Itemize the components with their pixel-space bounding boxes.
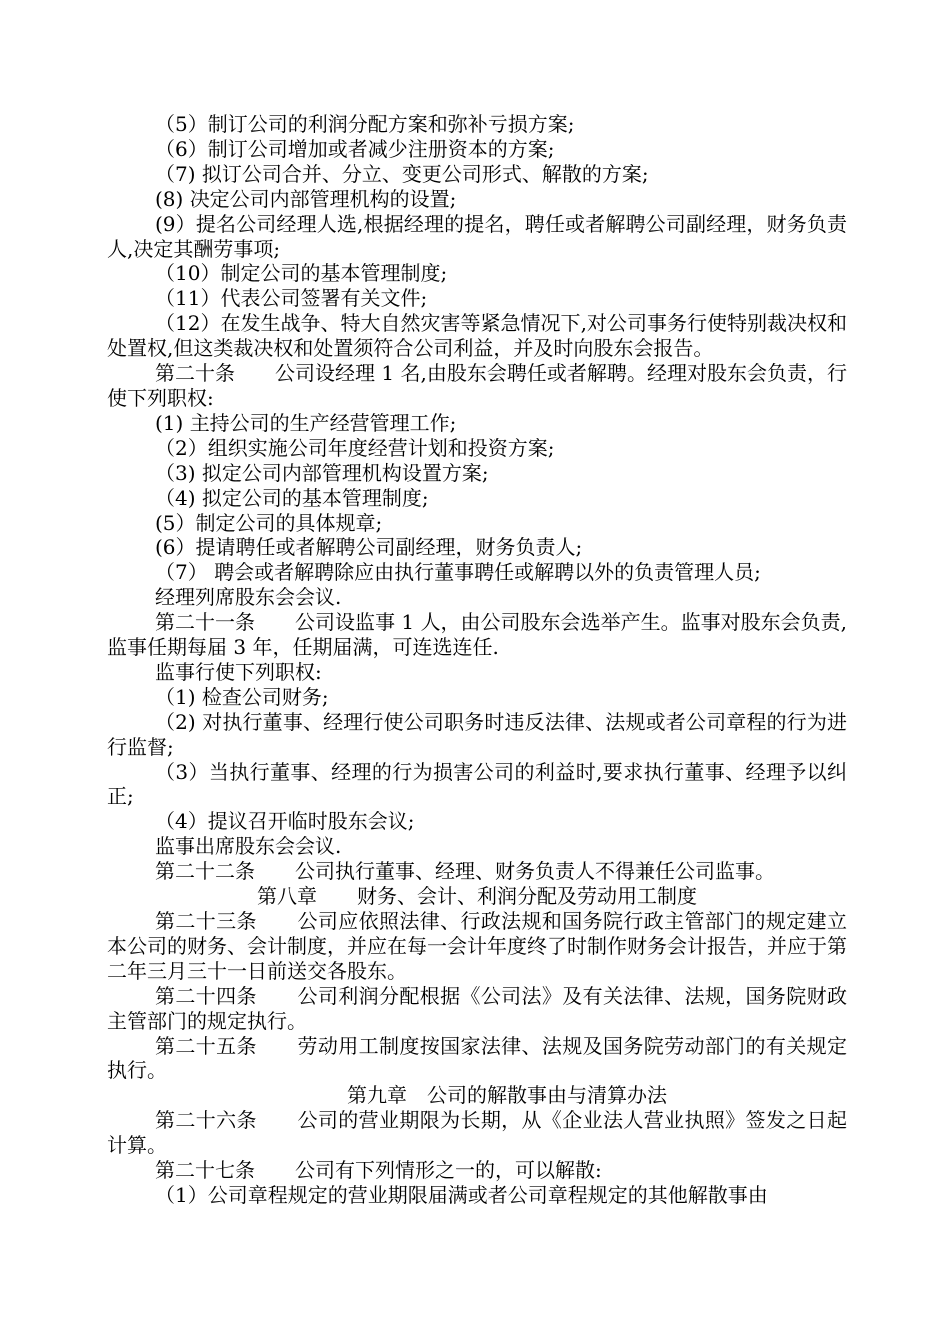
document-page <box>107 112 847 1208</box>
paragraph: （3) 拟定公司内部管理机构设置方案; <box>155 460 489 485</box>
paragraph: (6）提请聘任或者解聘公司副经理，财务负责人; <box>155 535 583 560</box>
paragraph: （12）在发生战争、特大自然灾害等紧急情况下,对公司事务行使特别裁决权和处置权,但这类裁决权和处置须符合公司利益，并及时向股东会报告。 <box>107 311 847 361</box>
paragraph: (1) 主持公司的生产经营管理工作; <box>155 410 457 435</box>
article-paragraph: 第二十一条 公司设监事 1 人，由公司股东会选举产生。监事对股东会负责,监事任期每届 3 年，任期届满，可连选连任. <box>107 610 847 660</box>
article-paragraph: 第二十七条 公司有下列情形之一的，可以解散: <box>155 1158 602 1183</box>
paragraph: (5）制定公司的具体规章; <box>155 510 383 535</box>
paragraph: （1）公司章程规定的营业期限届满或者公司章程规定的其他解散事由 <box>155 1182 768 1207</box>
paragraph: 监事行使下列职权: <box>155 659 322 684</box>
paragraph: （3）当执行董事、经理的行为损害公司的利益时,要求执行董事、经理予以纠正; <box>107 759 847 809</box>
paragraph: （7） 聘会或者解聘除应由执行董事聘任或解聘以外的负责管理人员; <box>155 560 761 585</box>
paragraph: (9）提名公司经理人选,根据经理的提名，聘任或者解聘公司副经理，财务负责人,决定其酬劳事项; <box>107 211 847 261</box>
paragraph: （6）制订公司增加或者减少注册资本的方案; <box>155 136 555 161</box>
paragraph: （11）代表公司签署有关文件; <box>155 286 428 311</box>
paragraph: （10）制定公司的基本管理制度; <box>155 261 448 286</box>
chapter-heading: 第八章 财务、会计、利润分配及劳动用工制度 <box>257 884 697 909</box>
paragraph: (8) 决定公司内部管理机构的设置; <box>155 186 457 211</box>
chapter-heading: 第九章 公司的解散事由与清算办法 <box>287 1083 667 1108</box>
paragraph: 经理列席股东会会议. <box>155 585 342 610</box>
article-paragraph: 第二十六条 公司的营业期限为长期，从《企业法人营业执照》签发之日起计算。 <box>107 1108 847 1158</box>
article-paragraph: 第二十四条 公司利润分配根据《公司法》及有关法律、法规，国务院财政主管部门的规定执行。 <box>107 983 847 1033</box>
paragraph: （2）组织实施公司年度经营计划和投资方案; <box>155 435 555 460</box>
paragraph: （1) 检查公司财务; <box>155 684 329 709</box>
article-paragraph: 第二十二条 公司执行董事、经理、财务负责人不得兼任公司监事。 <box>155 859 775 884</box>
paragraph: （2) 对执行董事、经理行使公司职务时违反法律、法规或者公司章程的行为进行监督; <box>107 709 847 759</box>
paragraph: （4) 拟定公司的基本管理制度; <box>155 485 429 510</box>
article-paragraph: 第二十条 公司设经理 1 名,由股东会聘任或者解聘。经理对股东会负责，行使下列职权: <box>107 361 847 410</box>
paragraph: （4）提议召开临时股东会议; <box>155 809 415 834</box>
article-paragraph: 第二十三条 公司应依照法律、行政法规和国务院行政主管部门的规定建立本公司的财务、会计制度，并应在每一会计年度终了时制作财务会计报告，并应于第二年三月三十一日前送交各股东。 <box>107 909 847 983</box>
article-paragraph: 第二十五条 劳动用工制度按国家法律、法规及国务院劳动部门的有关规定执行。 <box>107 1033 847 1083</box>
paragraph: （5）制订公司的利润分配方案和弥补亏损方案; <box>155 112 575 136</box>
paragraph: （7) 拟订公司合并、分立、变更公司形式、解散的方案; <box>155 161 649 186</box>
paragraph: 监事出席股东会会议. <box>155 834 342 859</box>
